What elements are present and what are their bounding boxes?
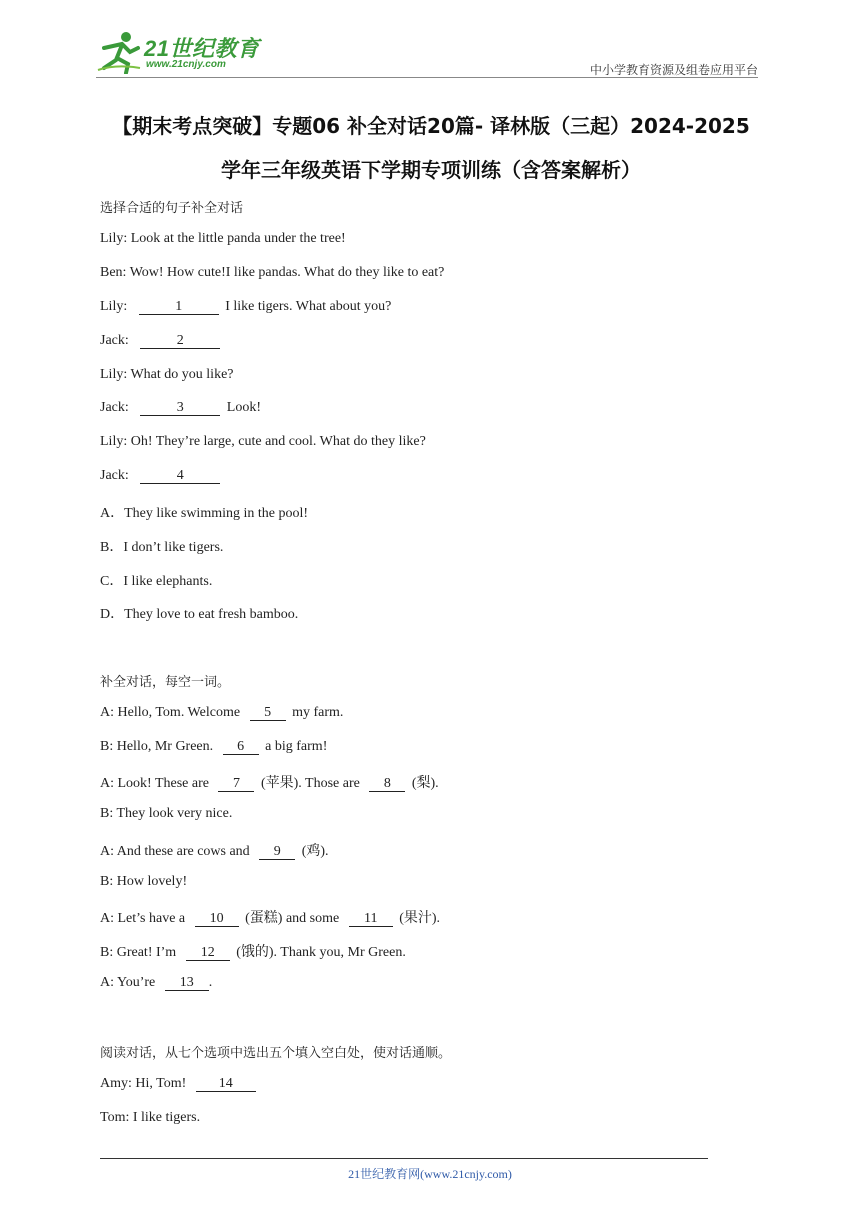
line-text: Look!	[226, 400, 261, 415]
logo-text: 21世纪教育	[144, 36, 260, 61]
answer-blank[interactable]: 7	[218, 776, 254, 792]
answer-blank[interactable]: 6	[223, 739, 259, 755]
section1-instruction: 选择合适的句子补全对话	[100, 201, 244, 216]
header-divider	[96, 77, 758, 78]
answer-blank[interactable]: 1	[139, 299, 219, 315]
dialogue-line	[100, 299, 391, 315]
line-text: A: You’re	[100, 975, 156, 990]
dialogue-line	[100, 840, 329, 860]
speaker-text: Jack:	[100, 400, 129, 415]
answer-blank[interactable]: 3	[140, 400, 220, 416]
speaker-text: Lily:	[100, 299, 128, 314]
runner-logo-icon	[96, 30, 142, 74]
dialogue-line: Ben: Wow! How cute!I like pandas. What do they like to eat?	[100, 265, 445, 280]
answer-blank[interactable]: 13	[165, 975, 209, 991]
logo-url: www.21cnjy.com	[146, 59, 226, 70]
answer-blank[interactable]: 8	[369, 776, 405, 792]
option-b: B．I don’t like tigers.	[100, 540, 224, 555]
option-d: D．They love to eat fresh bamboo.	[100, 607, 299, 622]
line-text: my farm.	[292, 705, 344, 720]
dialogue-line: B: How lovely!	[100, 874, 188, 889]
answer-blank[interactable]: 14	[196, 1076, 256, 1092]
option-c: C．I like elephants.	[100, 574, 213, 589]
line-text: (蛋糕) and some	[245, 911, 340, 926]
line-text: (鸡).	[301, 844, 329, 859]
line-text: (果汁).	[399, 911, 441, 926]
dialogue-line	[100, 400, 261, 416]
line-text: Amy: Hi, Tom!	[100, 1076, 187, 1091]
dialogue-line	[100, 333, 223, 349]
line-text: A: Hello, Tom. Welcome	[100, 705, 241, 720]
dialogue-line	[100, 941, 406, 961]
speaker-text: Jack:	[100, 468, 129, 483]
line-text: B: Hello, Mr Green.	[100, 739, 214, 754]
dialogue-line	[100, 468, 223, 484]
header-tagline: 中小学教育资源及组卷应用平台	[589, 63, 758, 77]
speaker-text: Jack:	[100, 333, 129, 348]
dialogue-line	[100, 907, 440, 927]
line-text: I like tigers. What about you?	[225, 299, 392, 314]
line-text: (苹果). Those are	[260, 776, 360, 791]
dialogue-line	[100, 975, 212, 991]
answer-blank[interactable]: 12	[186, 945, 230, 961]
answer-blank[interactable]: 11	[349, 911, 393, 927]
document-title-line-2: 学年三年级英语下学期专项训练（含答案解析）	[221, 158, 641, 182]
line-text: .	[208, 975, 213, 990]
dialogue-line	[100, 705, 343, 721]
answer-blank[interactable]: 2	[140, 333, 220, 349]
line-text: a big farm!	[265, 739, 328, 754]
dialogue-line	[100, 772, 439, 792]
section2-instruction: 补全对话，每空一词。	[100, 675, 231, 690]
dialogue-line	[100, 739, 327, 755]
line-text: A: And these are cows and	[100, 844, 250, 859]
dialogue-line: Tom: I like tigers.	[100, 1110, 201, 1125]
dialogue-line: Lily: Look at the little panda under the tree!	[100, 231, 346, 246]
document-title-line-1: 【期末考点突破】专题06 补全对话20篇- 译林版（三起）2024-2025	[112, 114, 750, 138]
line-text: A: Look! These are	[100, 776, 209, 791]
page-header	[96, 30, 758, 78]
dialogue-line: B: They look very nice.	[100, 806, 233, 821]
site-logo[interactable]	[96, 30, 266, 76]
answer-blank[interactable]: 10	[195, 911, 239, 927]
line-text: (梨).	[411, 776, 439, 791]
section3-instruction: 阅读对话，从七个选项中选出五个填入空白处，使对话通顺。	[100, 1046, 452, 1061]
dialogue-line: Lily: Oh! They’re large, cute and cool. What do they like?	[100, 434, 426, 449]
dialogue-line	[100, 1076, 259, 1092]
answer-blank[interactable]: 9	[259, 844, 295, 860]
option-a: A．They like swimming in the pool!	[100, 506, 309, 521]
footer-divider	[100, 1158, 708, 1159]
dialogue-line: Lily: What do you like?	[100, 367, 234, 382]
answer-blank[interactable]: 4	[140, 468, 220, 484]
footer-link[interactable]: 21世纪教育网(www.21cnjy.com)	[348, 1167, 512, 1181]
line-text: (饿的). Thank you, Mr Green.	[236, 945, 406, 960]
line-text: A: Let’s have a	[100, 911, 186, 926]
answer-blank[interactable]: 5	[250, 705, 286, 721]
line-text: B: Great! I’m	[100, 945, 177, 960]
